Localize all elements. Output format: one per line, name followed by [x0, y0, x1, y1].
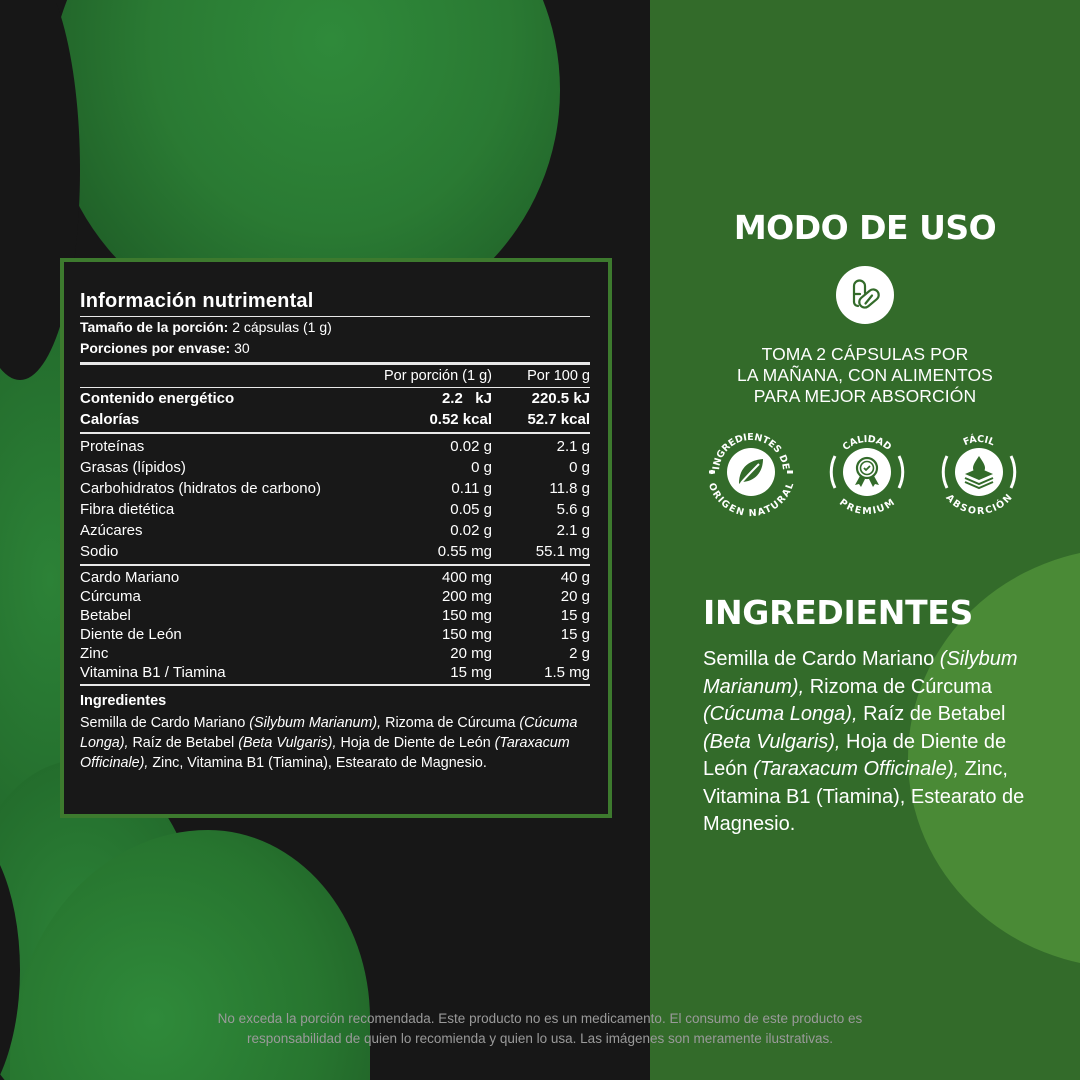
absorption-drop-icon	[933, 426, 1025, 518]
row-per-100g: 220.5 kJ	[531, 390, 590, 407]
usage-line: LA MAÑANA, CON ALIMENTOS	[737, 365, 993, 385]
row-per-100g: 20 g	[560, 588, 590, 605]
row-label: Contenido energético	[80, 390, 235, 407]
row-label: Azúcares	[80, 522, 143, 539]
active-ingredient-row	[80, 625, 590, 644]
row-per-serving: 150 mg	[441, 607, 492, 624]
row-per-serving: 0 g	[471, 459, 492, 476]
row-label: Proteínas	[80, 438, 145, 455]
row-per-100g: 55.1 mg	[535, 543, 590, 560]
row-per-100g: 52.7 kcal	[527, 411, 590, 428]
leaf-icon	[705, 426, 797, 518]
row-per-100g: 11.8 g	[549, 480, 590, 497]
nutrient-row	[80, 436, 590, 457]
servings-per-container-label: Porciones por envase:	[80, 340, 231, 356]
servings-per-container-value: 30	[234, 340, 250, 356]
row-label: Sodio	[80, 543, 119, 560]
row-label: Carbohidratos (hidratos de carbono)	[80, 480, 321, 497]
nutrient-row	[80, 457, 590, 478]
nutrient-row	[80, 499, 590, 520]
row-per-serving: 0.11 g	[451, 480, 492, 497]
calories-row	[80, 409, 590, 430]
active-ingredient-row	[80, 644, 590, 663]
card-ingredients-label: Ingredientes	[80, 693, 167, 709]
row-per-100g: 15 g	[560, 607, 590, 624]
column-header-per-100g: Por 100 g	[527, 368, 590, 384]
active-ingredient-row	[80, 568, 590, 587]
row-per-serving: 0.05 g	[450, 501, 492, 518]
row-per-serving: 20 mg	[450, 645, 492, 662]
row-label: Calorías	[80, 411, 140, 428]
svg-text:ABSORCIÓN: ABSORCIÓN	[943, 492, 1015, 518]
row-per-100g: 15 g	[560, 626, 590, 643]
nutrients-list	[80, 434, 590, 562]
active-ingredient-row	[80, 606, 590, 625]
nutrient-row	[80, 478, 590, 499]
feature-badges	[705, 426, 1025, 526]
nutrition-facts-card	[60, 258, 612, 818]
disclaimer-line: responsabilidad de quien lo recomienda y quien lo usa. Las imágenes son meramente ilustrativas.	[246, 1030, 834, 1046]
badge-premium-quality	[821, 426, 913, 518]
svg-text:FÁCIL: FÁCIL	[961, 433, 997, 449]
row-per-serving: 0.02 g	[450, 438, 492, 455]
row-per-100g: 40 g	[560, 569, 590, 586]
row-per-serving: 150 mg	[441, 626, 492, 643]
row-label: Grasas (lípidos)	[80, 459, 186, 476]
capsule-pill-icon	[836, 266, 894, 324]
legal-disclaimer	[0, 1009, 1080, 1048]
servings-per-container-row	[80, 338, 590, 359]
svg-text:INGREDIENTES DE: INGREDIENTES DE	[711, 431, 792, 471]
row-per-100g: 2 g	[569, 645, 590, 662]
usage-line: TOMA 2 CÁPSULAS POR	[761, 344, 969, 364]
row-per-serving: 0.55 mg	[437, 543, 492, 560]
right-background-panel	[650, 0, 1080, 1080]
active-ingredients-list	[80, 566, 590, 682]
serving-size-row	[80, 317, 590, 338]
svg-text:CALIDAD: CALIDAD	[840, 433, 894, 453]
row-per-serving: 200 mg	[441, 588, 492, 605]
active-ingredient-row	[80, 663, 590, 682]
usage-instructions	[650, 344, 1080, 407]
row-label: Zinc	[80, 645, 109, 662]
ingredients-section-title: INGREDIENTES	[703, 593, 973, 632]
nutrient-row	[80, 520, 590, 541]
row-label: Betabel	[80, 607, 131, 624]
disclaimer-line: No exceda la porción recomendada. Este producto no es un medicamento. El consumo de este producto es	[217, 1011, 863, 1026]
row-per-serving: 2.2 kJ	[441, 390, 492, 407]
serving-size-value: 2 cápsulas (1 g)	[232, 319, 332, 335]
row-per-100g: 5.6 g	[556, 501, 590, 518]
row-label: Cardo Mariano	[80, 569, 180, 586]
nutrient-row	[80, 541, 590, 562]
card-ingredients-text: Semilla de Cardo Mariano (Silybum Marianum), Rizoma de Cúrcuma (Cúcuma Longa), Raíz de Betabel (Beta Vulgaris), Hoja de Diente de León (Taraxacum Officinale), Zinc, Vitamina B1 (Tiamina), Estearato de Magnesio.	[80, 715, 578, 771]
badge-easy-absorption	[933, 426, 1025, 518]
ingredients-section-text: Semilla de Cardo Mariano (Silybum Marianum), Rizoma de Cúrcuma (Cúcuma Longa), Raíz de Betabel (Beta Vulgaris), Hoja de Diente de León (Taraxacum Officinale), Zinc, Vitamina B1 (Tiamina), Estearato de Magnesio.	[703, 648, 1025, 835]
serving-size-label: Tamaño de la porción:	[80, 319, 229, 335]
nutrition-title: Información nutrimental	[80, 288, 590, 317]
usage-title: MODO DE USO	[733, 208, 997, 247]
divider	[80, 684, 590, 686]
active-ingredient-row	[80, 587, 590, 606]
row-label: Cúrcuma	[80, 588, 141, 605]
row-label: Diente de León	[80, 626, 182, 643]
row-per-serving: 0.52 kcal	[429, 411, 492, 428]
row-per-100g: 2.1 g	[556, 438, 590, 455]
energy-row	[80, 388, 590, 409]
row-per-serving: 0.02 g	[450, 522, 492, 539]
row-per-serving: 400 mg	[441, 569, 492, 586]
row-label: Fibra dietética	[80, 501, 175, 518]
svg-text:PREMIUM: PREMIUM	[837, 496, 897, 518]
row-per-100g: 1.5 mg	[544, 664, 590, 681]
row-per-100g: 0 g	[569, 459, 590, 476]
svg-text:ORIGEN NATURAL: ORIGEN NATURAL	[705, 481, 797, 518]
row-per-serving: 15 mg	[450, 664, 492, 681]
row-label: Vitamina B1 / Tiamina	[80, 664, 226, 681]
column-header-row	[80, 365, 590, 387]
usage-line: PARA MEJOR ABSORCIÓN	[753, 386, 977, 406]
badge-natural-ingredients	[705, 426, 797, 518]
award-ribbon-icon	[821, 426, 913, 518]
column-header-per-serving: Por porción (1 g)	[384, 368, 492, 384]
row-per-100g: 2.1 g	[556, 522, 590, 539]
